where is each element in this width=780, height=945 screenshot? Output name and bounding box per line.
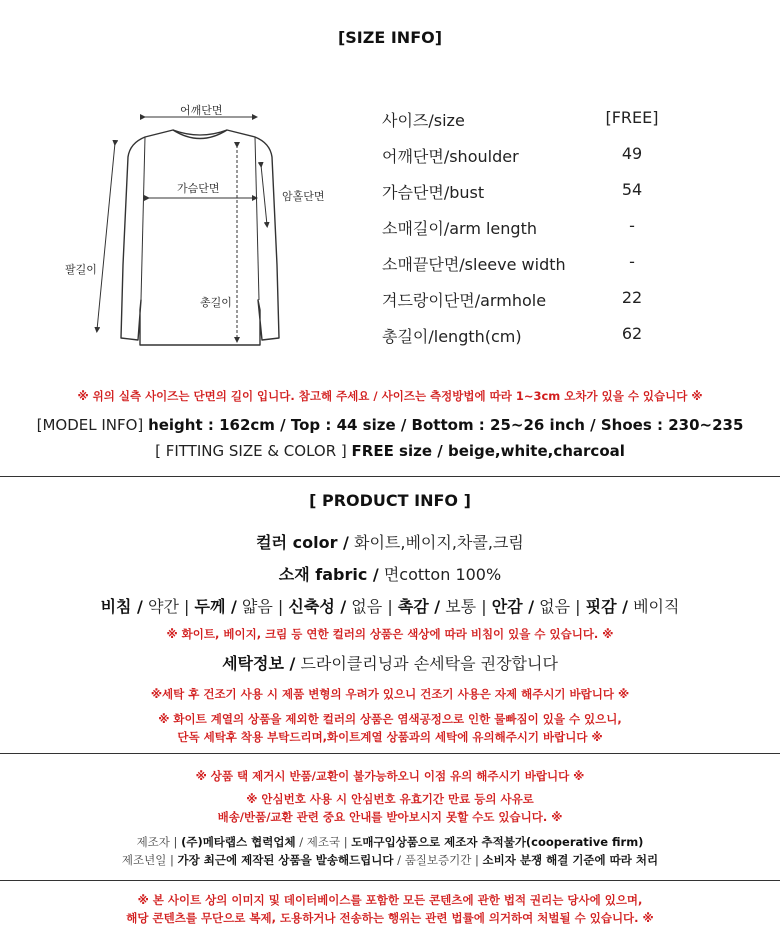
wash-line [0,651,780,674]
size-row-label: 가슴단면/bust [382,183,485,202]
attr-label: 핏감 / [585,597,628,616]
attr-separator: | [387,597,393,616]
attr-label: 촉감 / [397,597,441,616]
divider [0,476,780,477]
tag-policy-notice: ※ 상품 택 제거시 반품/교환이 불가능하오니 이점 유의 해주시기 바랍니다 ※ [195,769,585,783]
model-info-label: [MODEL INFO] [36,416,144,434]
safe-number-notice-line2: 배송/반품/교환 관련 중요 안내를 받아보시지 못할 수도 있습니다. ※ [217,810,563,824]
maker-sep: | [173,835,178,849]
size-row-value: - [629,216,635,235]
size-row-value: 54 [621,180,643,199]
attributes-line [0,594,780,617]
size-row [382,324,682,360]
tshirt-outline-icon [55,95,345,360]
date-line [0,852,780,868]
attr-value: 보통 [445,597,477,616]
country-value: 도매구입상품으로 제조자 추적불가(cooperative firm) [351,835,644,849]
copyright-line2: 해당 콘텐츠를 무단으로 복제, 도용하거나 전송하는 행위는 관련 법률에 의거하여 처벌될 수 있습니다. ※ [126,911,654,925]
color-value: 화이트,베이지,차콜,크림 [354,533,524,552]
size-row-value: 22 [621,288,643,307]
attr-separator: | [277,597,284,616]
date-label: 제조년일 [121,853,167,867]
size-row-value: 62 [621,324,643,343]
fabric-label: 소재 fabric / [278,565,379,584]
attr-separator: | [184,597,190,616]
divider [0,753,780,754]
size-row-label: 어깨단면/shoulder [382,147,519,166]
fitting-label: [ FITTING SIZE & COLOR ] [155,442,347,460]
size-row-value: 49 [621,144,643,163]
dye-notice-line2: 단독 세탁후 착용 부탁드리며,화이트계열 상품과의 세탁에 유의해주시기 바랍니다 ※ [177,730,603,744]
maker-slash: / [299,835,304,849]
size-row [382,288,682,324]
size-row [382,180,682,216]
attr-value: 얇음 [241,597,273,616]
size-notice: ※ 위의 실측 사이즈는 단면의 길이 입니다. 참고해 주세요 / 사이즈는 측정방법에 따라 1~3cm 오차가 있을 수 있습니다 ※ [77,389,703,403]
country-label: 제조국 [306,835,341,849]
wash-value: 드라이클리닝과 손세탁을 권장합니다 [300,654,558,673]
size-row-label: 총길이/length(cm) [382,327,522,346]
date-value: 가장 최근에 제작된 상품을 발송해드립니다 [177,853,394,867]
maker-line [0,834,780,850]
size-row [382,216,682,252]
maker-slash: / [397,853,402,867]
model-info [0,416,780,434]
divider [0,880,780,881]
model-info-text: height : 162cm / Top : 44 size / Bottom : 25~26 inch / Shoes : 230~235 [148,416,744,434]
warranty-label: 품질보증기간 [404,853,472,867]
size-row-value: [FREE] [605,108,659,127]
attr-separator: | [575,597,581,616]
maker-value: (주)메타랩스 협력업체 [181,835,296,849]
attr-label: 두께 / [194,597,237,616]
dye-notice-line1: ※ 화이트 계열의 상품을 제외한 컬러의 상품은 염색공정으로 인한 물빠짐이 있을 수 있으니, [158,712,622,726]
attr-value: 없음 [539,597,571,616]
fitting-text: FREE size / beige,white,charcoal [351,442,625,460]
maker-sep: | [475,853,479,867]
fitting-info [0,442,780,460]
safe-number-notice-line1: ※ 안심번호 사용 시 안심번호 유효기간 만료 등의 사유로 [246,792,534,806]
size-row-value: - [629,252,635,271]
maker-sep: | [343,835,348,849]
product-info-title: [ PRODUCT INFO ] [309,491,471,510]
diagram-label-shoulder: 어깨단면 [180,104,223,117]
size-info-title: [SIZE INFO] [337,28,443,47]
size-row-label: 겨드랑이단면/armhole [382,291,547,310]
color-line [0,530,780,553]
attr-separator: | [481,597,487,616]
size-row [382,252,682,288]
diagram-label-arm: 팔길이 [65,263,97,276]
size-row [382,108,682,144]
diagram-label-armhole: 암홀단면 [282,190,325,203]
fabric-line [0,562,780,585]
transparency-notice: ※ 화이트, 베이지, 크림 등 연한 컬러의 상품은 색상에 따라 비침이 있을 수 있습니다. ※ [166,627,614,641]
maker-label: 제조자 [136,835,170,849]
size-row-label: 사이즈/size [382,111,465,130]
wash-label: 세탁정보 / [222,654,296,673]
warranty-value: 소비자 분쟁 해결 기준에 따라 처리 [482,853,659,867]
garment-diagram [55,95,345,360]
diagram-label-bust: 가슴단면 [177,182,220,195]
copyright-line1: ※ 본 사이트 상의 이미지 및 데이터베이스를 포함한 모든 콘텐츠에 관한 법적 권리는 당사에 있으며, [137,893,643,907]
color-label: 컬러 color / [256,533,349,552]
attr-value: 베이직 [633,597,680,616]
size-row-label: 소매길이/arm length [382,219,537,238]
diagram-label-length: 총길이 [200,296,232,309]
size-row [382,144,682,180]
attr-label: 안감 / [491,597,535,616]
maker-sep: | [170,853,174,867]
fabric-value: 면cotton 100% [383,565,502,584]
attr-value: 없음 [351,597,383,616]
size-row-label: 소매끝단면/sleeve width [382,255,566,274]
attr-value: 약간 [147,597,179,616]
attr-label: 신축성 / [288,597,347,616]
attr-label: 비침 / [100,597,143,616]
dryer-notice: ※세탁 후 건조기 사용 시 제품 변형의 우려가 있으니 건조기 사용은 자제 해주시기 바랍니다 ※ [150,687,630,701]
